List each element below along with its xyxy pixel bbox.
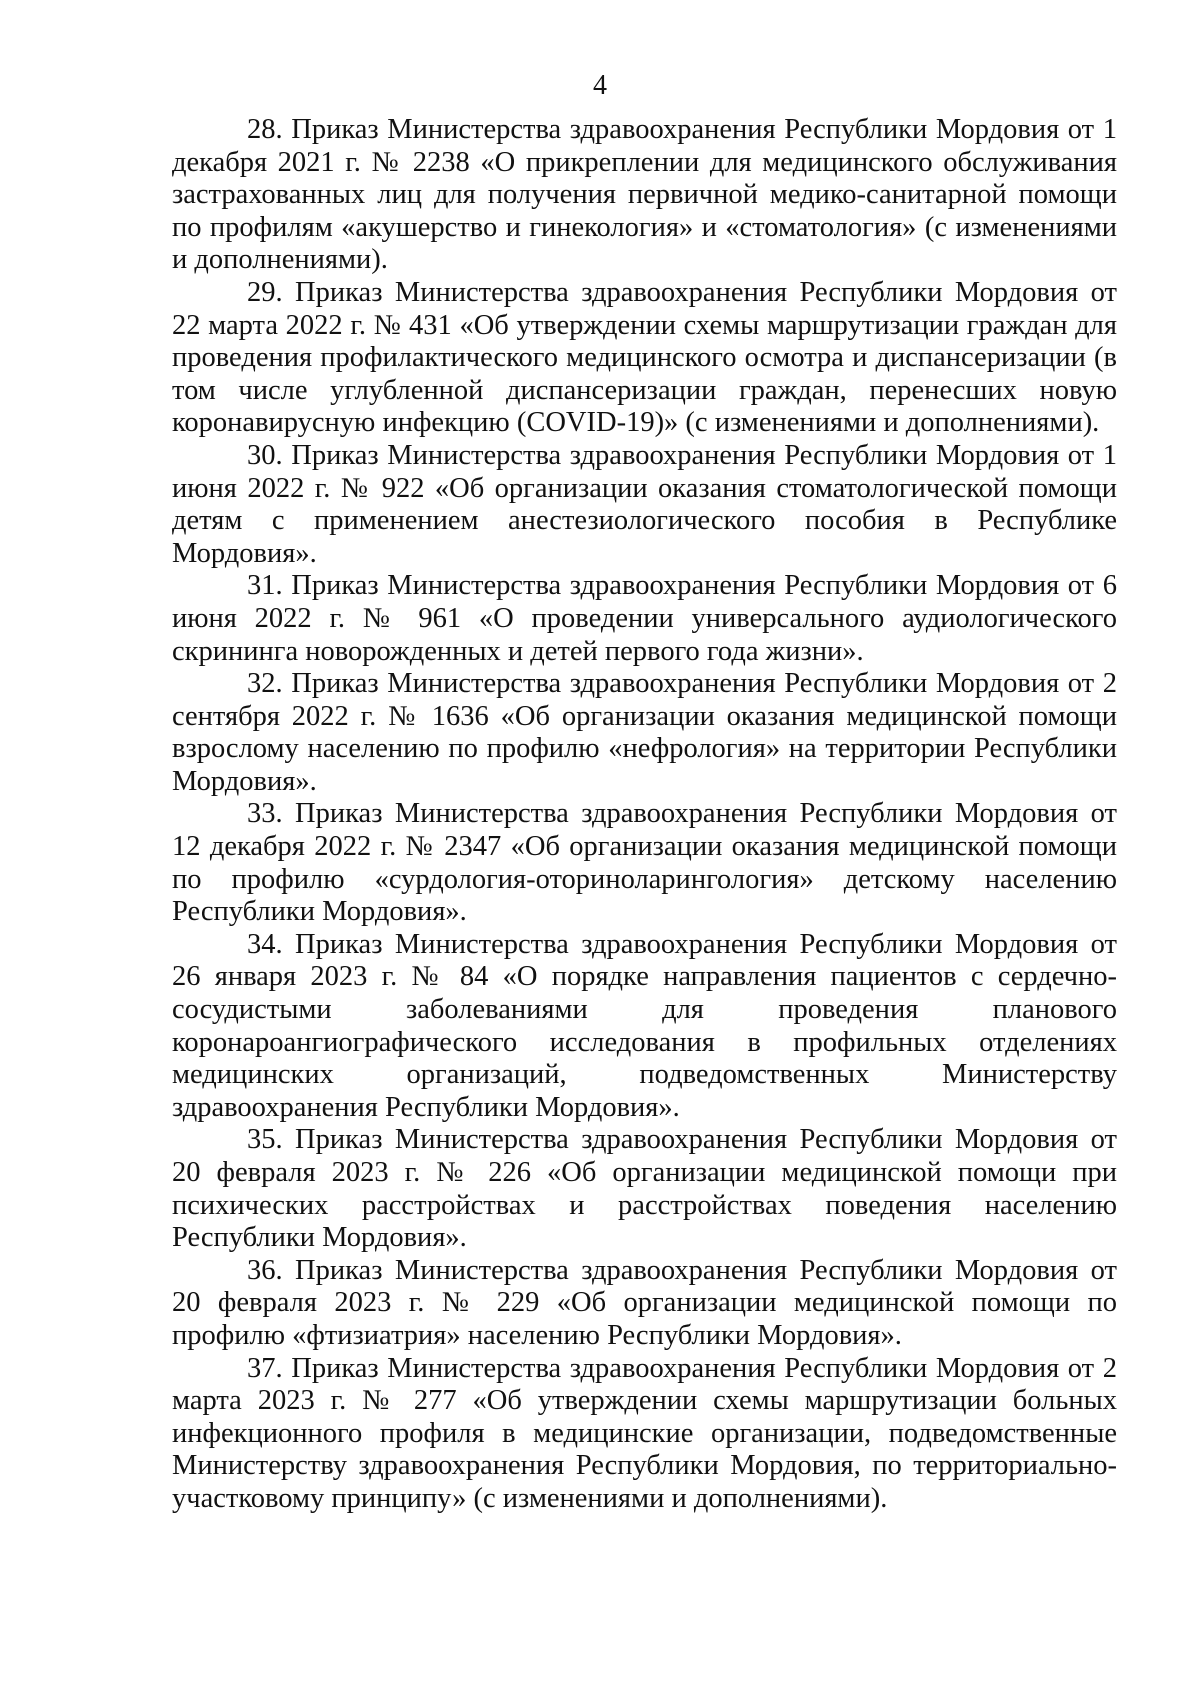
list-item-35: 35. Приказ Министерства здравоохранения Республики Мордовия от 20 февраля 2023 г. № 226 «Об организации медицинской помощи при психических расстройствах и расстройствах поведения населению Республики Мордовия». [172, 1124, 1117, 1254]
page-number: 4 [593, 70, 607, 101]
list-item-32: 32. Приказ Министерства здравоохранения Республики Мордовия от 2 сентября 2022 г. № 1636 «Об организации оказания медицинской помощи взрослому населению по профилю «нефрология» на территории Республики Мордовия». [172, 668, 1117, 797]
list-item-29: 29. Приказ Министерства здравоохранения Республики Мордовия от 22 марта 2022 г. № 431 «Об утверждении схемы маршрутизации граждан для проведения профилактического медицинского осмотра и диспансеризации (в том числе углубленной диспансеризации граждан, перенесших новую коронавирусную инфекцию (COVID-19)» (с изменениями и дополнениями). [172, 276, 1117, 439]
list-item-30: 30. Приказ Министерства здравоохранения Республики Мордовия от 1 июня 2022 г. № 922 «Об организации оказания стоматологической помощи детям с применением анестезиологического пособия в Республике Мордовия». [172, 439, 1117, 569]
list-item-36: 36. Приказ Министерства здравоохранения Республики Мордовия от 20 февраля 2023 г. № 229 «Об организации медицинской помощи по профилю «фтизиатрия» населению Республики Мордовия». [172, 1254, 1117, 1351]
document-body [172, 114, 1117, 1516]
list-item-37: 37. Приказ Министерства здравоохранения Республики Мордовия от 2 марта 2023 г. № 277 «Об утверждении схемы маршрутизации больных инфекционного профиля в медицинские организации, подведомственные Министерству здравоохранения Республики Мордовия, по территориально-участковому принципу» (с изменениями и дополнениями). [172, 1352, 1117, 1514]
list-item-34: 34. Приказ Министерства здравоохранения Республики Мордовия от 26 января 2023 г. № 84 «О порядке направления пациентов с сердечно-сосудистыми заболеваниями для проведения планового коронароангиографического исследования в профильных отделениях медицинских организаций, подведомственных Министерству здравоохранения Республики Мордовия». [172, 928, 1117, 1123]
list-item-31: 31. Приказ Министерства здравоохранения Республики Мордовия от 6 июня 2022 г. № 961 «О проведении универсального аудиологического скрининга новорожденных и детей первого года жизни». [172, 570, 1117, 667]
list-item-28: 28. Приказ Министерства здравоохранения Республики Мордовия от 1 декабря 2021 г. № 2238 «О прикреплении для медицинского обслуживания застрахованных лиц для получения первичной медико-санитарной помощи по профилям «акушерство и гинекология» и «стоматология» (с изменениями и дополнениями). [172, 114, 1117, 276]
list-item-33: 33. Приказ Министерства здравоохранения Республики Мордовия от 12 декабря 2022 г. № 2347 «Об организации оказания медицинской помощи по профилю «сурдология-оториноларингология» детскому населению Республики Мордовия». [172, 798, 1117, 928]
